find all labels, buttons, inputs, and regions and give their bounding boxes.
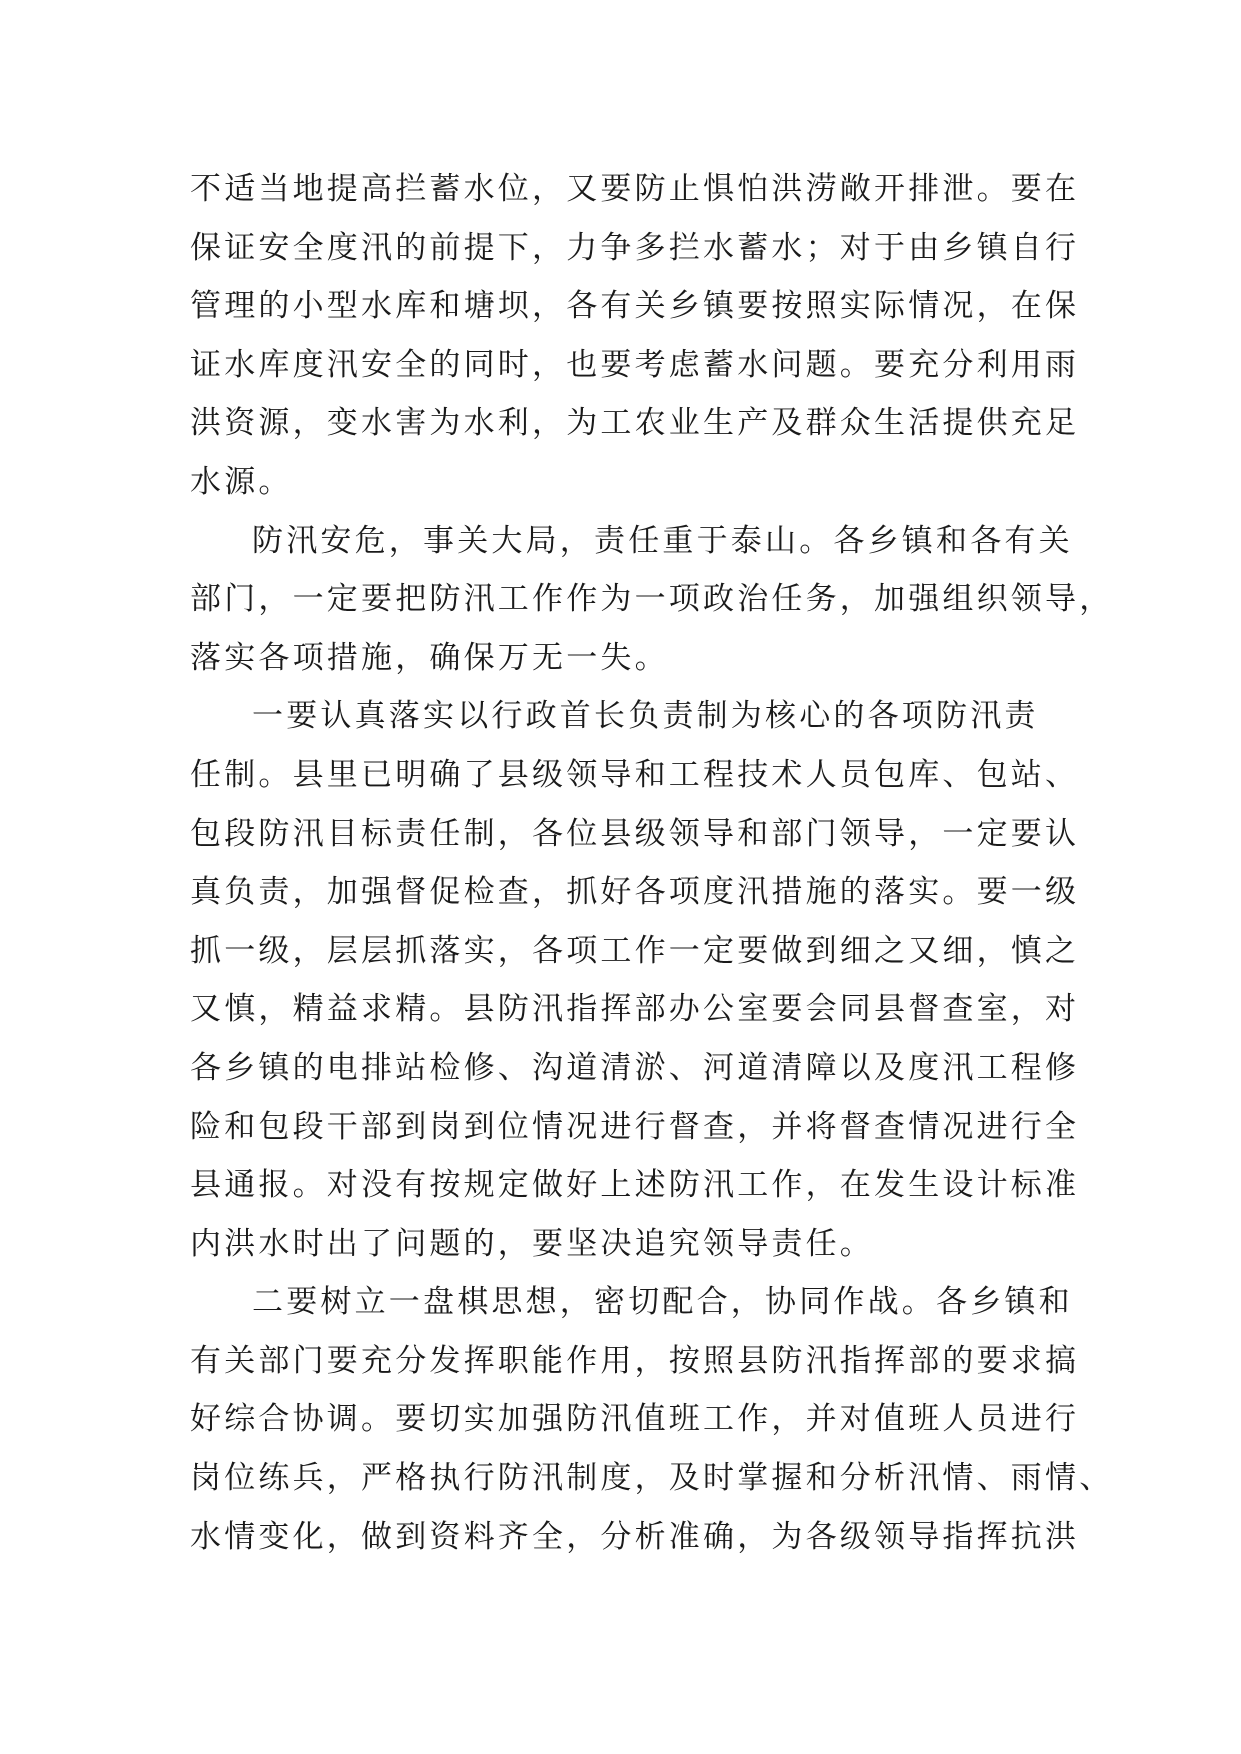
paragraph-first-line: 防汛安危，事关大局，责任重于泰山。各乡镇和各有关 bbox=[252, 522, 1073, 559]
text-line: 有关部门要充分发挥职能作用，按照县防汛指挥部的要求搞 bbox=[190, 1342, 1080, 1379]
text-line: 部门，一定要把防汛工作作为一项政治任务，加强组织领导， bbox=[190, 581, 1114, 618]
text-line: 不适当地提高拦蓄水位，又要防止惧怕洪涝敞开排泄。要在 bbox=[190, 171, 1080, 207]
text-line: 各乡镇的电排站检修、沟道清淤、河道清障以及度汛工程修 bbox=[190, 1049, 1080, 1086]
paragraph-first-line: 一要认真落实以行政首长负责制为核心的各项防汛责 bbox=[252, 698, 1039, 735]
text-line: 证水库度汛安全的同时，也要考虑蓄水问题。要充分利用雨 bbox=[190, 346, 1080, 383]
text-line: 包段防汛目标责任制，各位县级领导和部门领导，一定要认 bbox=[190, 815, 1080, 852]
text-line: 落实各项措施，确保万无一失。 bbox=[190, 639, 669, 676]
body-text bbox=[190, 160, 1114, 1566]
text-line: 内洪水时出了问题的，要坚决追究领导责任。 bbox=[190, 1225, 874, 1262]
text-line: 真负责，加强督促检查，抓好各项度汛措施的落实。要一级 bbox=[190, 874, 1080, 911]
text-line: 水源。 bbox=[190, 463, 293, 500]
text-line: 任制。县里已明确了县级领导和工程技术人员包库、包站、 bbox=[190, 756, 1080, 793]
text-line: 岗位练兵，严格执行防汛制度，及时掌握和分析汛情、雨情、 bbox=[190, 1460, 1114, 1497]
paragraph-first-line: 二要树立一盘棋思想，密切配合，协同作战。各乡镇和 bbox=[252, 1284, 1073, 1321]
text-line: 县通报。对没有按规定做好上述防汛工作，在发生设计标准 bbox=[190, 1167, 1080, 1204]
text-line: 保证安全度汛的前提下，力争多拦水蓄水；对于由乡镇自行 bbox=[190, 229, 1080, 266]
text-line: 险和包段干部到岗到位情况进行督查，并将督查情况进行全 bbox=[190, 1108, 1080, 1145]
text-line: 抓一级，层层抓落实，各项工作一定要做到细之又细，慎之 bbox=[190, 932, 1080, 969]
text-line: 水情变化，做到资料齐全，分析准确，为各级领导指挥抗洪 bbox=[190, 1518, 1080, 1555]
text-line: 管理的小型水库和塘坝，各有关乡镇要按照实际情况，在保 bbox=[190, 288, 1080, 325]
text-line: 洪资源，变水害为水利，为工农业生产及群众生活提供充足 bbox=[190, 405, 1080, 442]
text-line: 又慎，精益求精。县防汛指挥部办公室要会同县督查室，对 bbox=[190, 991, 1080, 1028]
text-line: 好综合协调。要切实加强防汛值班工作，并对值班人员进行 bbox=[190, 1401, 1080, 1438]
